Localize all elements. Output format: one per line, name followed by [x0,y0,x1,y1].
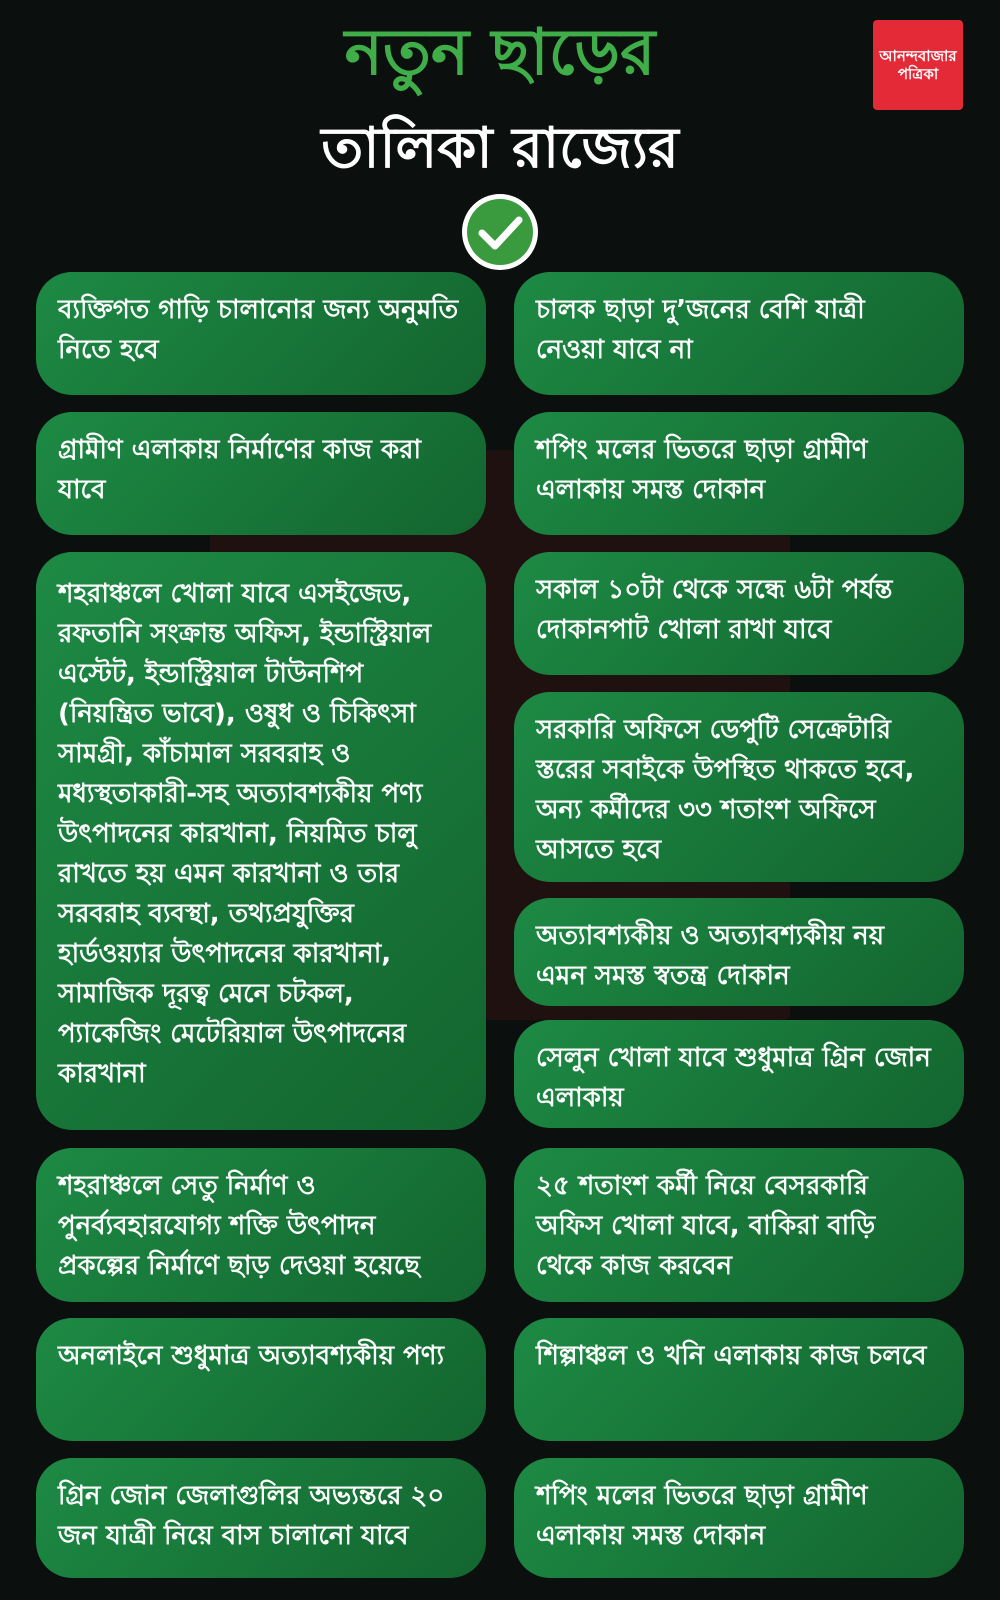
logo-line-1: আনন্দবাজার [879,47,957,65]
right-item-4: সরকারি অফিসে ডেপুটি সেক্রেটারি স্তরের সবাইকে উপস্থিত থাকতে হবে, অন্য কর্মীদের ৩৩ শতাংশ অফিসে আসতে হবে [514,692,964,882]
right-item-3: সকাল ১০টা থেকে সন্ধে ৬টা পর্যন্ত দোকানপাট খোলা রাখা যাবে [514,552,964,675]
right-item-5: অত্যাবশ্যকীয় ও অত্যাবশ্যকীয় নয় এমন সমস্ত স্বতন্ত্র দোকান [514,898,964,1006]
logo-line-2: পত্রিকা [897,65,939,83]
left-item-3: শহরাঞ্চলে খোলা যাবে এসইজেড, রফতানি সংক্রান্ত অফিস, ইন্ডাস্ট্রিয়াল এস্টেট, ইন্ডাস্ট্রিয়াল টাউনশিপ (নিয়ন্ত্রিত ভাবে), ওষুধ ও চিকিৎসা সামগ্রী, কাঁচামাল সরবরাহ ও মধ্যস্থতাকারী-সহ অত্যাবশ্যকীয় পণ্য উৎপাদনের কারখানা, নিয়মিত চালু রাখতে হয় এমন কারখানা ও তার সরবরাহ ব্যবস্থা, তথ্যপ্রযুক্তির হার্ডওয়্যার উৎপাদনের কারখানা, সামাজিক দূরত্ব মেনে চটকল, প্যাকেজিং মেটেরিয়াল উৎপাদনের কারখানা [36,552,486,1130]
right-item-8: শিল্পাঞ্চল ও খনি এলাকায় কাজ চলবে [514,1318,964,1441]
title-line-1: নতুন ছাড়ের [344,16,656,90]
left-item-6: গ্রিন জোন জেলাগুলির অভ্যন্তরে ২০ জন যাত্রী নিয়ে বাস চালানো যাবে [36,1458,486,1578]
right-item-2: শপিং মলের ভিতরে ছাড়া গ্রামীণ এলাকায় সমস্ত দোকান [514,412,964,535]
right-item-7: ২৫ শতাংশ কর্মী নিয়ে বেসরকারি অফিস খোলা যাবে, বাকিরা বাড়ি থেকে কাজ করবেন [514,1148,964,1302]
left-item-4: শহরাঞ্চলে সেতু নির্মাণ ও পুনর্ব্যবহারযোগ্য শক্তি উৎপাদন প্রকল্পের নির্মাণে ছাড় দেওয়া হয়েছে [36,1148,486,1302]
left-item-2: গ্রামীণ এলাকায় নির্মাণের কাজ করা যাবে [36,412,486,535]
right-item-6: সেলুন খোলা যাবে শুধুমাত্র গ্রিন জোন এলাকায় [514,1020,964,1128]
publisher-logo [873,20,963,110]
title-line-2: তালিকা রাজ্যের [321,116,679,181]
left-item-5: অনলাইনে শুধুমাত্র অত্যাবশ্যকীয় পণ্য [36,1318,486,1441]
left-item-1: ব্যক্তিগত গাড়ি চালানোর জন্য অনুমতি নিতে হবে [36,272,486,395]
right-item-9: শপিং মলের ভিতরে ছাড়া গ্রামীণ এলাকায় সমস্ত দোকান [514,1458,964,1578]
right-item-1: চালক ছাড়া দু’জনের বেশি যাত্রী নেওয়া যাবে না [514,272,964,395]
check-circle-icon [460,192,540,272]
